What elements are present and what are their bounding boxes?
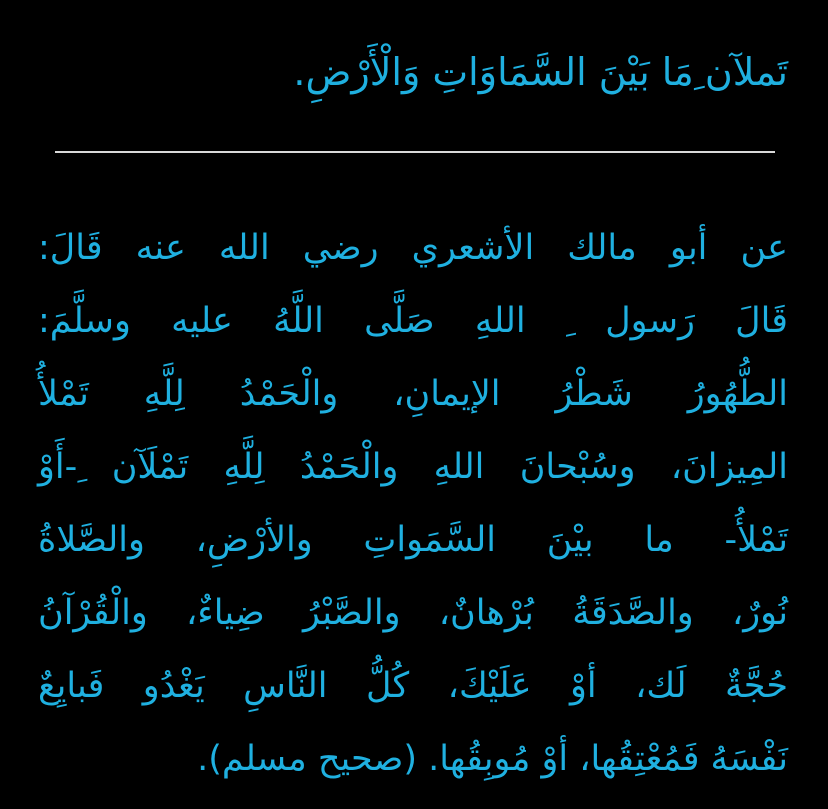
hadith-line: نَفْسَهُ فَمُعْتِقُها، أوْ مُوبِقُها. (صحيح مسلم).	[197, 739, 788, 779]
hadith-line: حُجَّةٌ لَك، أوْ عَلَيْكَ، كُلُّ النَّاسِ يَغْدُو فَبايِعٌ	[38, 666, 788, 706]
hadith-text-block	[38, 212, 788, 796]
divider-line	[55, 151, 775, 153]
hadith-line: نُورٌ، والصَّدَقَةُ بُرْهانٌ، والصَّبْرُ ضِياءٌ، والْقُرْآنُ	[38, 593, 788, 633]
hadith-line: قَالَ رَسول ِ اللهِ صَلَّى اللَّهُ عليه وسلَّمَ:	[38, 301, 788, 341]
hadith-line: المِيزانَ، وسُبْحانَ اللهِ والْحَمْدُ لِلَّهِ تَمْلَآن ِ-أَوْ	[38, 447, 788, 487]
hadith-line: عن أبو مالك الأشعري رضي الله عنه قَالَ:	[38, 228, 788, 268]
hadith-line: تَمْلأُ- ما بيْنَ السَّمَواتِ والأرْضِ، والصَّلاةُ	[38, 520, 788, 560]
hadith-line: الطُّهُورُ شَطْرُ الإيمانِ، والْحَمْدُ لِلَّهِ تَمْلأُ	[38, 374, 788, 414]
header-verse-text: تَملآن ِمَا بَيْنَ السَّمَاوَاتِ وَالْأَرْضِ.	[293, 50, 788, 94]
